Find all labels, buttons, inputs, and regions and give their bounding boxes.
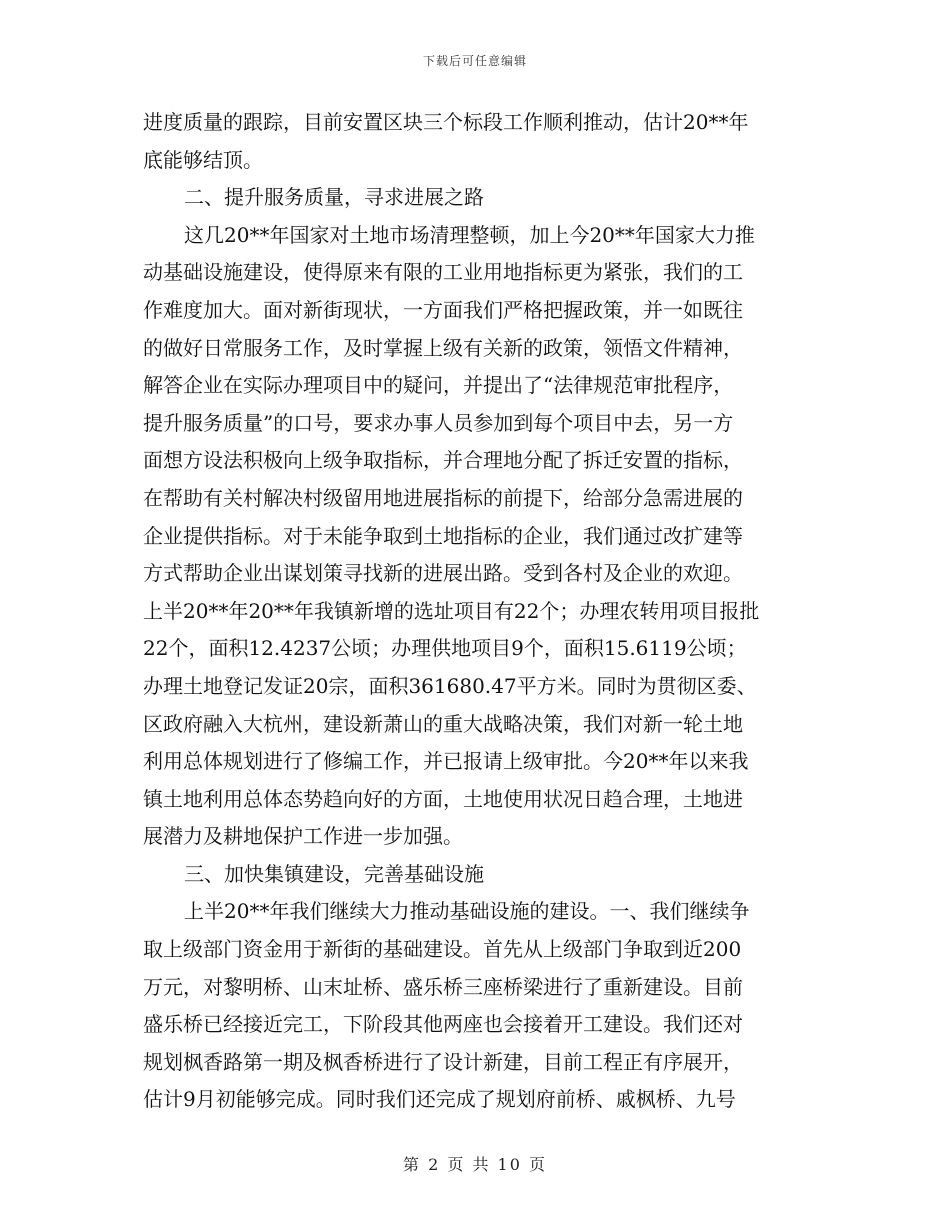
text-line: 22个，面积12.4237公顷；办理供地项目9个，面积15.6119公顷；	[143, 636, 747, 661]
text-line: 盛乐桥已经接近完工，下阶段其他两座也会接着开工建设。我们还对	[143, 1012, 743, 1037]
text-line: 动基础设施建设，使得原来有限的工业用地指标更为紧张，我们的工	[143, 260, 743, 285]
text-line: 解答企业在实际办理项目中的疑问，并提出了“法律规范审批程序，	[143, 373, 734, 398]
text-line: 规划枫香路第一期及枫香桥进行了设计新建，目前工程正有序展开，	[143, 1049, 743, 1074]
text-line: 上半20**年20**年我镇新增的选址项目有22个；办理农转用项目报批	[143, 598, 760, 623]
page-header: 下载后可任意编辑	[422, 54, 527, 68]
text-line: 镇土地利用总体态势趋向好的方面，土地使用状况日趋合理，土地进	[143, 786, 743, 811]
text-line: 取上级部门资金用于新街的基础建设。首先从上级部门争取到近200	[143, 937, 742, 962]
text-line: 提升服务质量”的口号，要求办事人员参加到每个项目中去，另一方	[143, 410, 734, 435]
text-line: 估计9月初能够完成。同时我们还完成了规划府前桥、戚枫桥、九号	[143, 1087, 736, 1112]
text-line: 区政府融入大杭州，建设新萧山的重大战略决策，我们对新一轮土地	[143, 711, 743, 736]
text-line: 底能够结顶。	[143, 147, 263, 172]
text-line: 作难度加大。面对新街现状，一方面我们严格把握政策，并一如既往	[143, 297, 743, 322]
text-line: 的做好日常服务工作，及时掌握上级有关新的政策，领悟文件精神，	[143, 335, 743, 360]
paragraph-start-line: 二、提升服务质量，寻求进展之路	[184, 185, 484, 210]
text-line: 展潜力及耕地保护工作进一步加强。	[143, 824, 463, 849]
text-line: 面想方设法积极向上级争取指标，并合理地分配了拆迁安置的指标，	[143, 448, 743, 473]
paragraph-start-line: 这几20**年国家对土地市场清理整顿，加上今20**年国家大力推	[184, 222, 755, 247]
text-line: 在帮助有关村解决村级留用地进展指标的前提下，给部分急需进展的	[143, 485, 743, 510]
paragraph-start-line: 三、加快集镇建设，完善基础设施	[184, 861, 484, 886]
page-footer: 第 2 页 共 10 页	[403, 1155, 547, 1174]
document-body	[143, 104, 813, 1119]
paragraph-start-line: 上半20**年我们继续大力推动基础设施的建设。一、我们继续争	[184, 899, 750, 924]
text-line: 万元，对黎明桥、山末址桥、盛乐桥三座桥梁进行了重新建设。目前	[143, 974, 743, 999]
text-line: 方式帮助企业出谋划策寻找新的进展出路。受到各村及企业的欢迎。	[143, 561, 743, 586]
text-line: 进度质量的跟踪，目前安置区块三个标段工作顺利推动，估计20**年	[143, 110, 749, 134]
text-line: 企业提供指标。对于未能争取到土地指标的企业，我们通过改扩建等	[143, 523, 743, 548]
text-line: 办理土地登记发证20宗，面积361680.47平方米。同时为贯彻区委、	[143, 673, 757, 698]
text-line: 利用总体规划进行了修编工作，并已报请上级审批。今20**年以来我	[143, 749, 749, 774]
